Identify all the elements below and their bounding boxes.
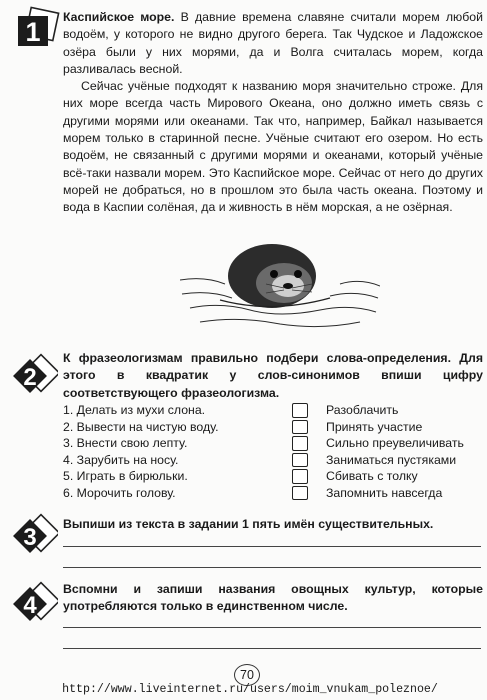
answer-box[interactable] <box>292 469 308 484</box>
answer-line[interactable] <box>63 627 481 628</box>
task1-text <box>63 9 483 217</box>
answer-box[interactable] <box>292 403 308 418</box>
task2-instruction: К фразеологизмам правильно подбери слова-определения. Для этого в квадратик у слов-синонимов впиши цифру соответствующего фразеологизма. <box>63 351 483 400</box>
definition-item: Запомнить навсегда <box>326 485 443 500</box>
answer-line[interactable] <box>63 546 481 547</box>
paragraph-2: Сейчас учёные подходят к названию моря значительно строже. Для них море всегда часть Мирового Океана, оно должно иметь связь с другими морями или океанами. Так что, например, Байкал называется морем только в старинной песне. Учёные считают его озером. Но есть водоём, не связанный с другими морями и океанами, который учёные всё-таки назвали морем. Это Каспийское море. Сейчас от него до других морей не добраться, но в прошлом это была часть океана. Поэтому и вода в Каспии солёная, да и живность в нём морская, а не озёрная. <box>63 79 483 215</box>
task-badge-3 <box>12 512 58 558</box>
task-number: 2 <box>23 364 37 391</box>
paragraph-1-text: В давние времена славяне считали морем любой водоём, у которого не видно другого берега. Так Чудское и Ладожское озёра были у них морями, да и Волга считалась морем, когда разливалась весной. <box>63 10 483 76</box>
phrase-list <box>63 402 219 501</box>
footer-url[interactable]: http://www.liveinternet.ru/users/moim_vnukam_poleznoe/ <box>62 683 438 696</box>
definition-item: Сильно преувеличивать <box>326 436 464 450</box>
task-badge-1 <box>14 6 60 52</box>
task1-title: Каспийское море. <box>63 10 175 24</box>
phrase-item: 1. Делать из мухи слона. <box>63 403 206 417</box>
phrase-item: 4. Зарубить на носу. <box>63 452 179 467</box>
phrase-item: 5. Играть в бирюльки. <box>63 469 188 483</box>
task4-instruction: Вспомни и запиши названия овощных культур, которые употребляются только в единственном числе. <box>63 582 483 614</box>
answer-box[interactable] <box>292 453 308 468</box>
answer-boxes <box>292 403 308 503</box>
task-number: 4 <box>23 592 37 619</box>
phrase-item: 6. Морочить голову. <box>63 485 176 500</box>
page-number: 70 <box>234 664 260 686</box>
task-number: 3 <box>23 524 37 551</box>
paragraph-1 <box>63 9 483 78</box>
answer-box[interactable] <box>292 436 308 451</box>
task3-instruction: Выпиши из текста в задании 1 пять имён существительных. <box>63 517 434 531</box>
seal-drawing <box>180 228 380 333</box>
task-number: 1 <box>25 17 41 47</box>
definition-item: Сбивать с толку <box>326 469 418 483</box>
task-badge-2 <box>12 352 58 398</box>
task-badge-4 <box>12 580 58 626</box>
answer-line[interactable] <box>63 648 481 649</box>
definition-item: Разоблачить <box>326 403 399 417</box>
answer-line[interactable] <box>63 567 481 568</box>
phrase-item: 3. Внести свою лепту. <box>63 436 188 450</box>
definition-list <box>326 402 464 501</box>
answer-box[interactable] <box>292 420 308 435</box>
answer-box[interactable] <box>292 486 308 501</box>
definition-item: Заниматься пустяками <box>326 452 457 467</box>
seal-illustration <box>180 228 380 333</box>
phrase-item: 2. Вывести на чистую воду. <box>63 419 219 434</box>
definition-item: Принять участие <box>326 419 423 434</box>
